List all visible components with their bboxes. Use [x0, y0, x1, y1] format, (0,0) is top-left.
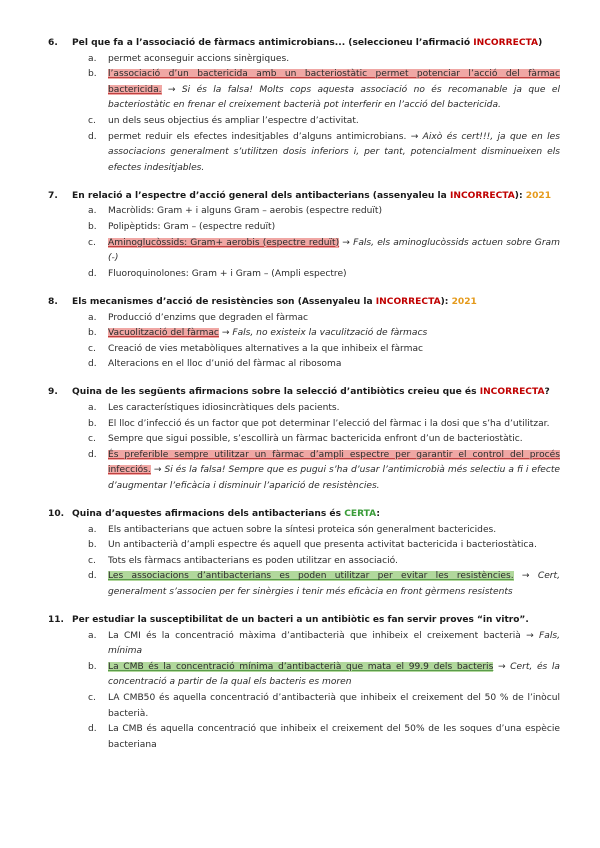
question	[0, 36, 600, 176]
question	[0, 189, 600, 283]
option-item	[0, 342, 600, 358]
option-letter: d.	[88, 571, 97, 582]
option-item	[0, 691, 600, 722]
highlighted-answer: És preferible sempre utilitzar un fàrmac d’ampli espectre per garantir el control del procés infecciós.	[108, 449, 560, 476]
option-item	[0, 67, 600, 114]
option-letter: b.	[88, 328, 97, 339]
option-text: Producció d’enzims que degraden el fàrmac	[108, 312, 309, 323]
option-text: Polipèptids: Gram – (espectre reduït)	[108, 222, 276, 233]
option-letter: a.	[88, 206, 97, 217]
question	[0, 295, 600, 373]
question-suffix: ):	[514, 190, 526, 201]
question-text	[48, 189, 551, 205]
question-suffix: ):	[440, 296, 452, 307]
question	[0, 385, 600, 494]
highlighted-answer: l’associació d’un bactericida amb un bacteriostàtic permet potenciar l’acció del fàrmac bactericida.	[108, 69, 560, 95]
option-letter: c.	[88, 343, 96, 354]
option-item	[0, 554, 600, 570]
option-letter: d.	[88, 724, 97, 735]
option-item	[0, 130, 600, 177]
option-item	[0, 432, 600, 448]
option-item	[0, 523, 600, 539]
option-item	[0, 538, 600, 554]
option-letter: a.	[88, 630, 97, 641]
answer-type-tag: INCORRECTA	[479, 387, 545, 398]
option-text: Alteracions en el lloc d’unió del fàrmac al ribosoma	[108, 359, 342, 370]
question-title	[0, 295, 600, 311]
question-number: 6.	[48, 38, 58, 48]
question-suffix: :	[376, 509, 381, 520]
question-text	[48, 36, 542, 52]
option-letter: b.	[88, 418, 97, 429]
option-letter: d.	[88, 131, 97, 142]
question-text	[48, 385, 550, 401]
answer-type-tag: INCORRECTA	[449, 190, 515, 201]
options-list	[0, 311, 600, 373]
question-title	[0, 507, 600, 523]
question	[0, 613, 600, 753]
option-letter: c.	[88, 115, 96, 126]
option-letter: a.	[88, 53, 97, 64]
option-letter: d.	[88, 359, 97, 370]
option-letter: d.	[88, 449, 97, 460]
option-item	[0, 660, 600, 691]
option-item	[0, 326, 600, 342]
question-number: 7.	[48, 190, 58, 201]
highlighted-answer: Les associacions d’antibacterians es poden utilitzar per evitar les resistències.	[108, 571, 514, 582]
question-number: 11.	[48, 615, 64, 626]
option-item	[0, 417, 600, 433]
question-text	[48, 613, 529, 629]
question-suffix: ?	[544, 387, 550, 398]
option-item	[0, 114, 600, 130]
question-prompt: En relació a l’espectre d’acció general dels antibacterians (assenyaleu la	[72, 190, 450, 201]
question-text	[48, 507, 380, 523]
option-item	[0, 357, 600, 373]
option-text: Els antibacterians que actuen sobre la síntesi proteica són generalment bactericides.	[108, 524, 497, 535]
option-text: permet reduir els efectes indesitjables d’alguns antimicrobians.	[108, 131, 407, 142]
options-list	[0, 629, 600, 754]
highlighted-answer: Aminoglucòssids: Gram+ aerobis (espectre reduït)	[108, 237, 340, 248]
option-text: La CMB és aquella concentració que inhibeix el creixement del 50% de les soques d’una espècie bacteriana	[108, 724, 560, 750]
answer-comment: → Això és cert!!!, ja que en les associacions generalment s’utilitzen dosis inferiors i, per tant, potencialment disminueixen els efectes indesitjables.	[108, 131, 560, 173]
question-prompt: Per estudiar la susceptibilitat de un bacteri a un antibiòtic es fan servir proves “in vitro”.	[72, 615, 529, 626]
option-text: Les característiques idiosincràtiques dels pacients.	[108, 402, 340, 413]
question-prompt: Quina d’aquestes afirmacions dels antibacterians és	[72, 509, 345, 520]
option-letter: a.	[88, 402, 97, 413]
option-letter: b.	[88, 69, 97, 80]
question-prompt: Quina de les següents afirmacions sobre la selecció d’antibiòtics creieu que és	[72, 387, 480, 398]
answer-comment: → Si és la falsa! Molts cops aquesta associació no és recomanable ja que el bacteriostàtic en frenar el creixement bacterià pot interferir en l’acció del bactericida.	[108, 84, 560, 111]
options-list	[0, 523, 600, 601]
question-title	[0, 36, 600, 52]
answer-comment: → Cert, generalment s’associen per fer sinèrgies i tenir més eficàcia en front gèrmens resistents	[108, 571, 560, 597]
answer-comment: → Fals, mínima	[108, 630, 560, 657]
option-item	[0, 236, 600, 267]
option-item	[0, 569, 600, 600]
exam-year: 2021	[525, 190, 552, 201]
option-text: Un antibacterià d’ampli espectre és aquell que presenta activitat bactericida i bacteriostàtica.	[108, 540, 537, 551]
option-item	[0, 448, 600, 495]
option-letter: c.	[88, 434, 96, 445]
question-prompt: Pel que fa a l’associació de fàrmacs antimicrobians... (seleccioneu l’afirmació	[72, 38, 474, 48]
answer-comment: → Fals, no existeix la vaculització de fàrmacs	[218, 328, 428, 339]
question-number: 10.	[48, 509, 65, 520]
question-title	[0, 189, 600, 205]
option-item	[0, 220, 600, 236]
answer-comment: → Si és la falsa! Sempre que es pugui s’ha d’usar l’antimicrobià més selectiu a fi i efecte d’augmentar l’eficàcia i disminuir l’aparició de resistències.	[108, 465, 560, 491]
option-text: Fluoroquinolones: Gram + i Gram – (Ampli espectre)	[108, 268, 347, 279]
option-letter: a.	[88, 524, 97, 535]
option-item	[0, 722, 600, 753]
option-item	[0, 267, 600, 283]
document-page	[0, 36, 600, 766]
option-text: Macròlids: Gram + i alguns Gram – aerobis (espectre reduït)	[108, 206, 382, 217]
answer-comment: → Fals, els aminoglucòssids actuen sobre Gram (-)	[108, 237, 560, 264]
option-item	[0, 401, 600, 417]
highlighted-answer: La CMB és la concentració mínima d’antibacterià que mata el 99.9 dels bacteris	[108, 661, 494, 672]
options-list	[0, 401, 600, 495]
option-item	[0, 52, 600, 68]
question	[0, 507, 600, 601]
option-letter: c.	[88, 237, 96, 248]
question-text	[48, 295, 477, 311]
option-text: un dels seus objectius és ampliar l’espectre d’activitat.	[108, 115, 359, 126]
option-text: Creació de vies metabòliques alternatives a la que inhibeix el fàrmac	[108, 343, 424, 354]
exam-year: 2021	[451, 296, 477, 307]
option-letter: d.	[88, 268, 97, 279]
answer-type-tag: INCORRECTA	[375, 296, 441, 307]
option-letter: c.	[88, 693, 96, 704]
option-item	[0, 629, 600, 660]
option-letter: b.	[88, 222, 97, 233]
question-suffix: )	[538, 38, 543, 48]
option-text: Tots els fàrmacs antibacterians es poden utilitzar en associació.	[108, 555, 398, 566]
question-title	[0, 613, 600, 629]
option-text: Sempre que sigui possible, s’escollirà un fàrmac bactericida enfront d’un de bacteriostàtic.	[108, 434, 523, 445]
question-title	[0, 385, 600, 401]
option-text: permet aconseguir accions sinèrgiques.	[108, 53, 290, 64]
option-letter: c.	[88, 555, 96, 566]
options-list	[0, 204, 600, 282]
answer-type-tag: INCORRECTA	[473, 38, 539, 48]
highlighted-answer: Vacuolització del fàrmac	[108, 328, 219, 339]
option-item	[0, 204, 600, 220]
answer-type-tag: CERTA	[344, 509, 377, 520]
option-text: El lloc d’infecció és un factor que pot determinar l’elecció del fàrmac i la dosi que s’ha d’utilitzar.	[108, 418, 550, 429]
option-item	[0, 311, 600, 327]
question-number: 9.	[48, 387, 58, 398]
option-letter: a.	[88, 312, 97, 323]
question-number: 8.	[48, 296, 58, 307]
options-list	[0, 52, 600, 177]
question-prompt: Els mecanismes d’acció de resistències son (Assenyaleu la	[72, 296, 376, 307]
option-letter: b.	[88, 661, 97, 672]
answer-comment: → Cert, és la concentració a partir de la qual els bacteris es moren	[108, 661, 560, 688]
option-letter: b.	[88, 540, 97, 551]
option-text: La CMI és la concentració màxima d’antibacterià que inhibeix el creixement bacterià	[108, 630, 521, 641]
option-text: LA CMB50 és aquella concentració d’antibacterià que inhibeix el creixement del 50 % de l’inòcul bacterià.	[108, 693, 560, 719]
